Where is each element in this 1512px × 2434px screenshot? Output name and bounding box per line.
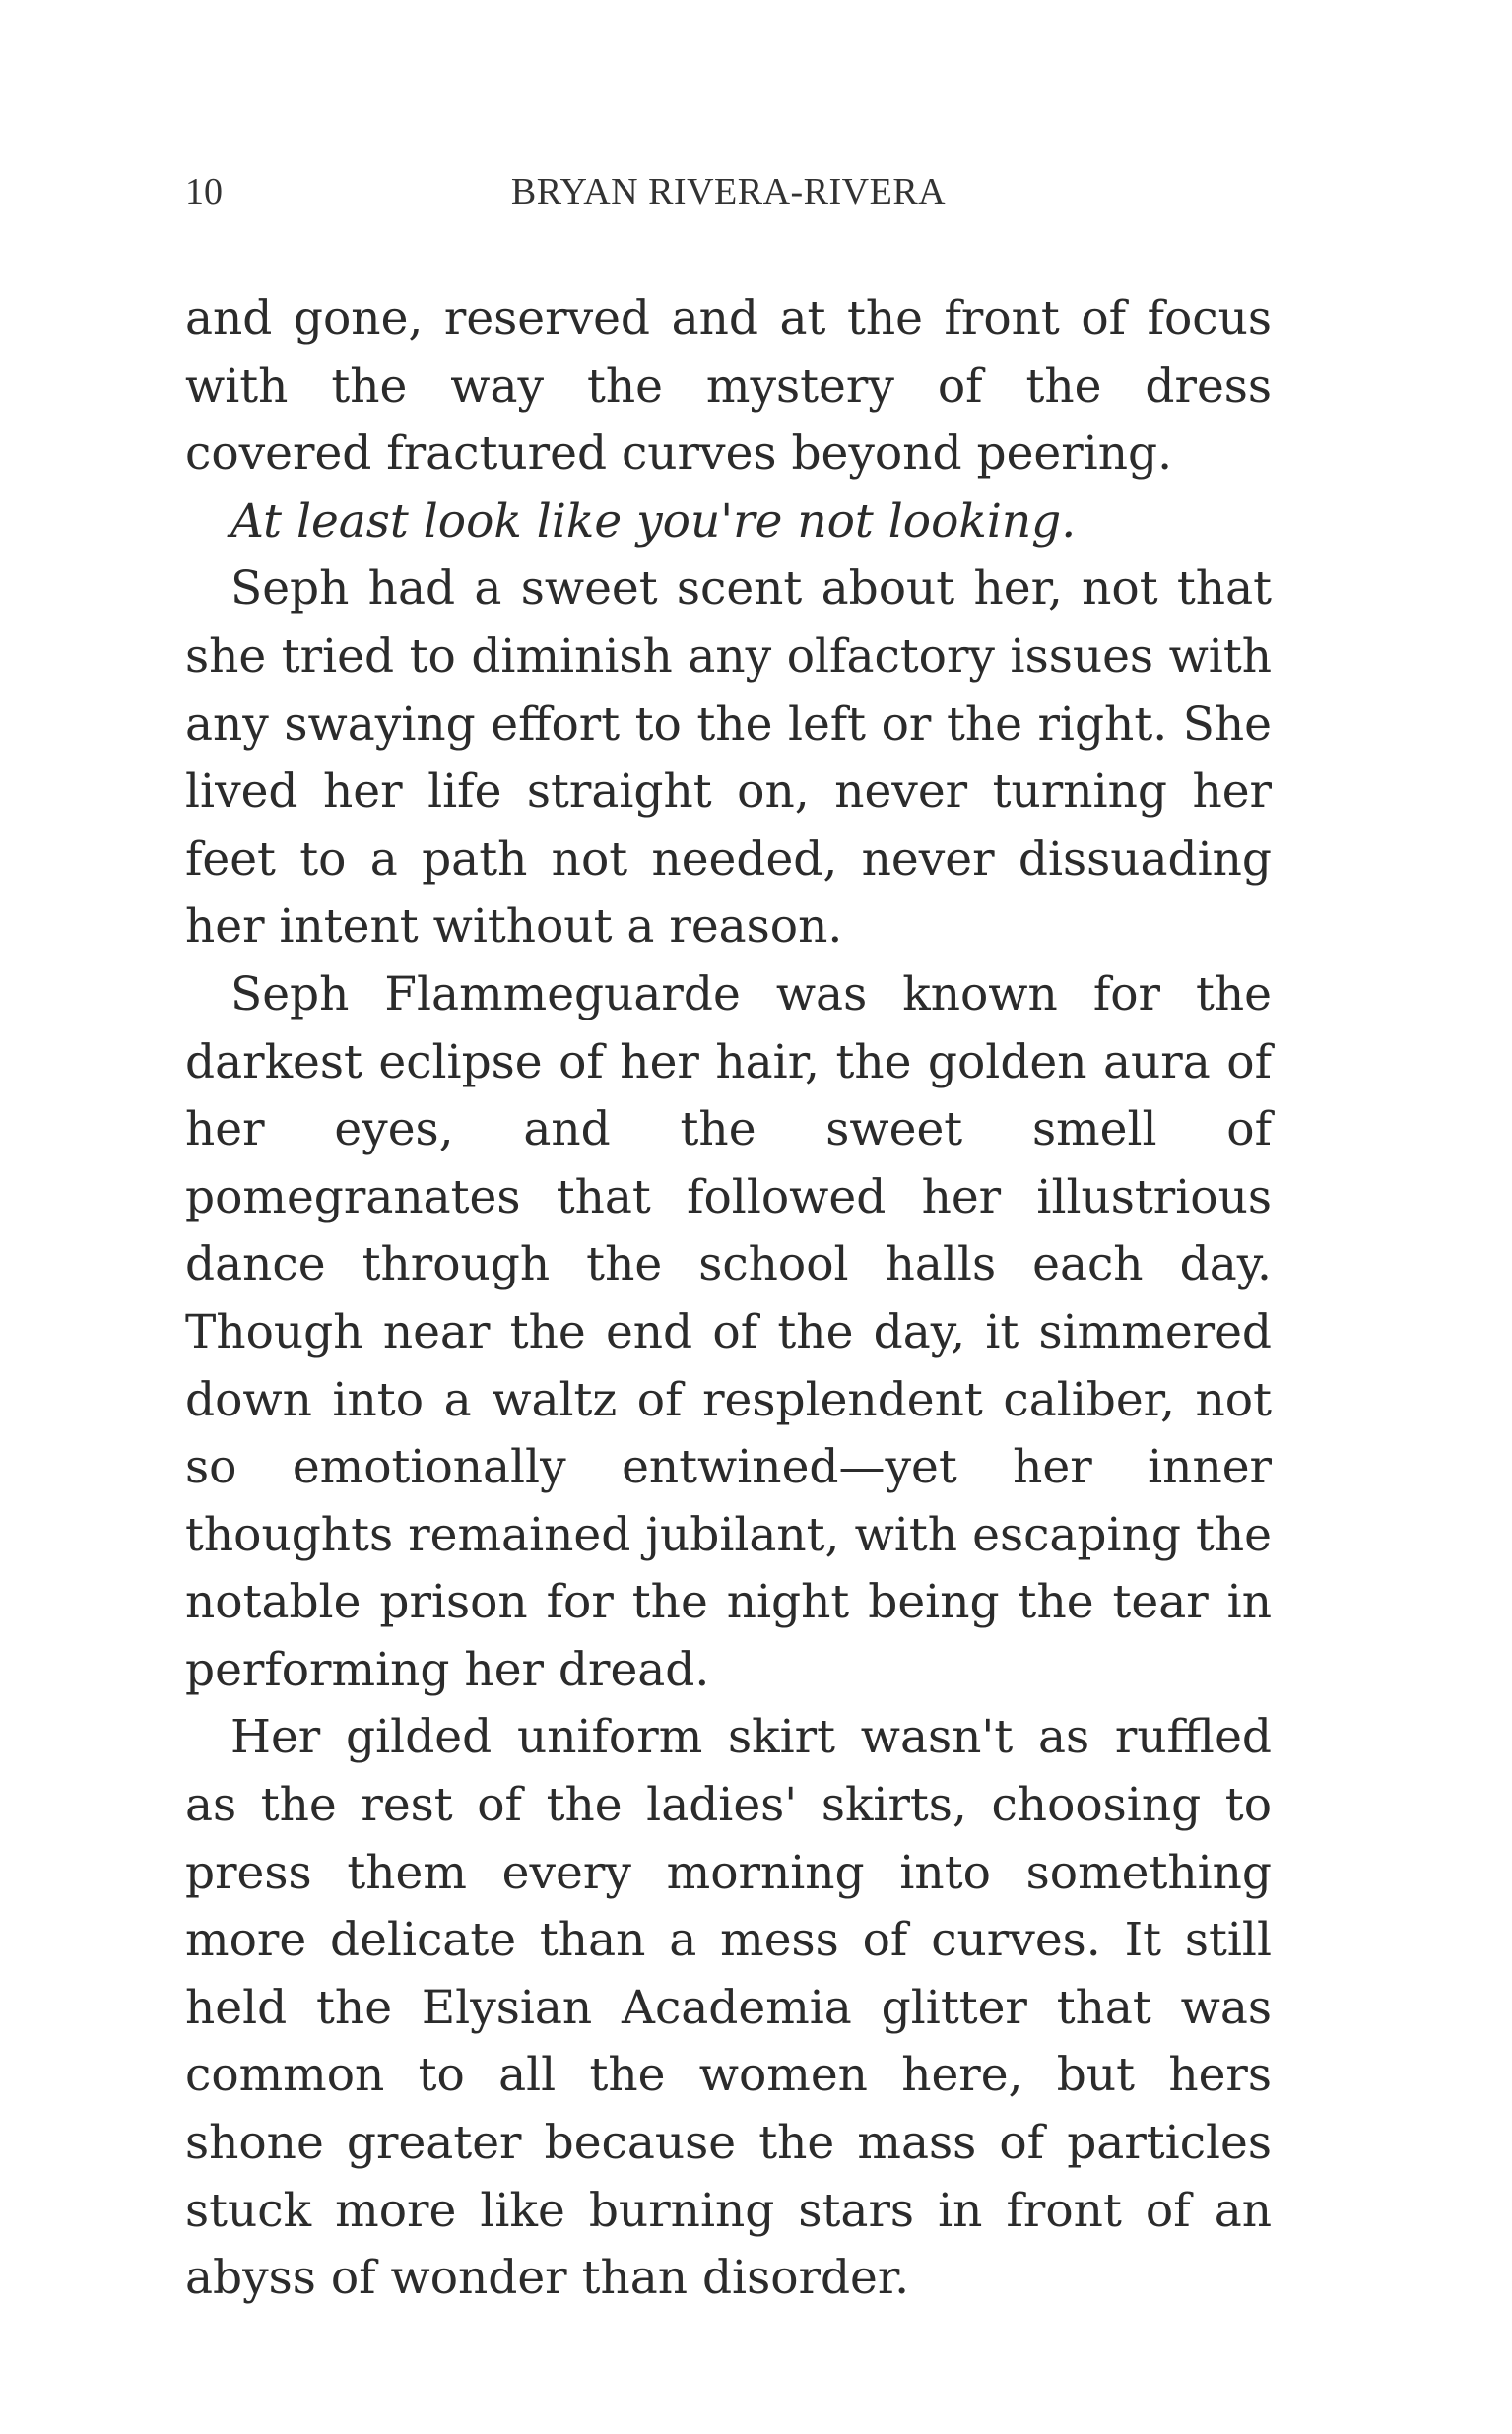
- body-text: [185, 286, 1272, 2313]
- page-number: 10: [185, 171, 223, 213]
- paragraph: Seph Flammeguarde was known for the darkest eclipse of her hair, the golden aura of her eyes, and the sweet smell of pomegranates that followed her illustrious dance through the school halls each day. Though near the end of the day, it simmered down into a waltz of resplendent caliber, not so emotionally entwined—yet her inner thoughts remained jubilant, with escaping the notable prison for the night being the tear in performing her dread.: [185, 966, 1272, 1697]
- running-head: [185, 170, 1272, 220]
- paragraph: Her gilded uniform skirt wasn't as ruffled as the rest of the ladies' skirts, choosing to press them every morning into something more delicate than a mess of curves. It still held the Elysian Academia glitter that was common to all the women here, but hers shone greater because the mass of particles stuck more like burning stars in front of an abyss of wonder than disorder.: [185, 1710, 1272, 2306]
- paragraph-italic-thought: At least look like you're not looking.: [230, 493, 1077, 549]
- paragraph: Seph had a sweet scent about her, not that she tried to diminish any olfactory issues with any swaying effort to the left or the right. She lived her life straight on, never turning her feet to a path not needed, never dissuading her intent without a reason.: [185, 561, 1272, 954]
- author-name: BRYAN RIVERA-RIVERA: [510, 171, 947, 213]
- paragraph-continuation: and gone, reserved and at the front of focus with the way the mystery of the dress covered fractured curves beyond peering.: [185, 292, 1272, 482]
